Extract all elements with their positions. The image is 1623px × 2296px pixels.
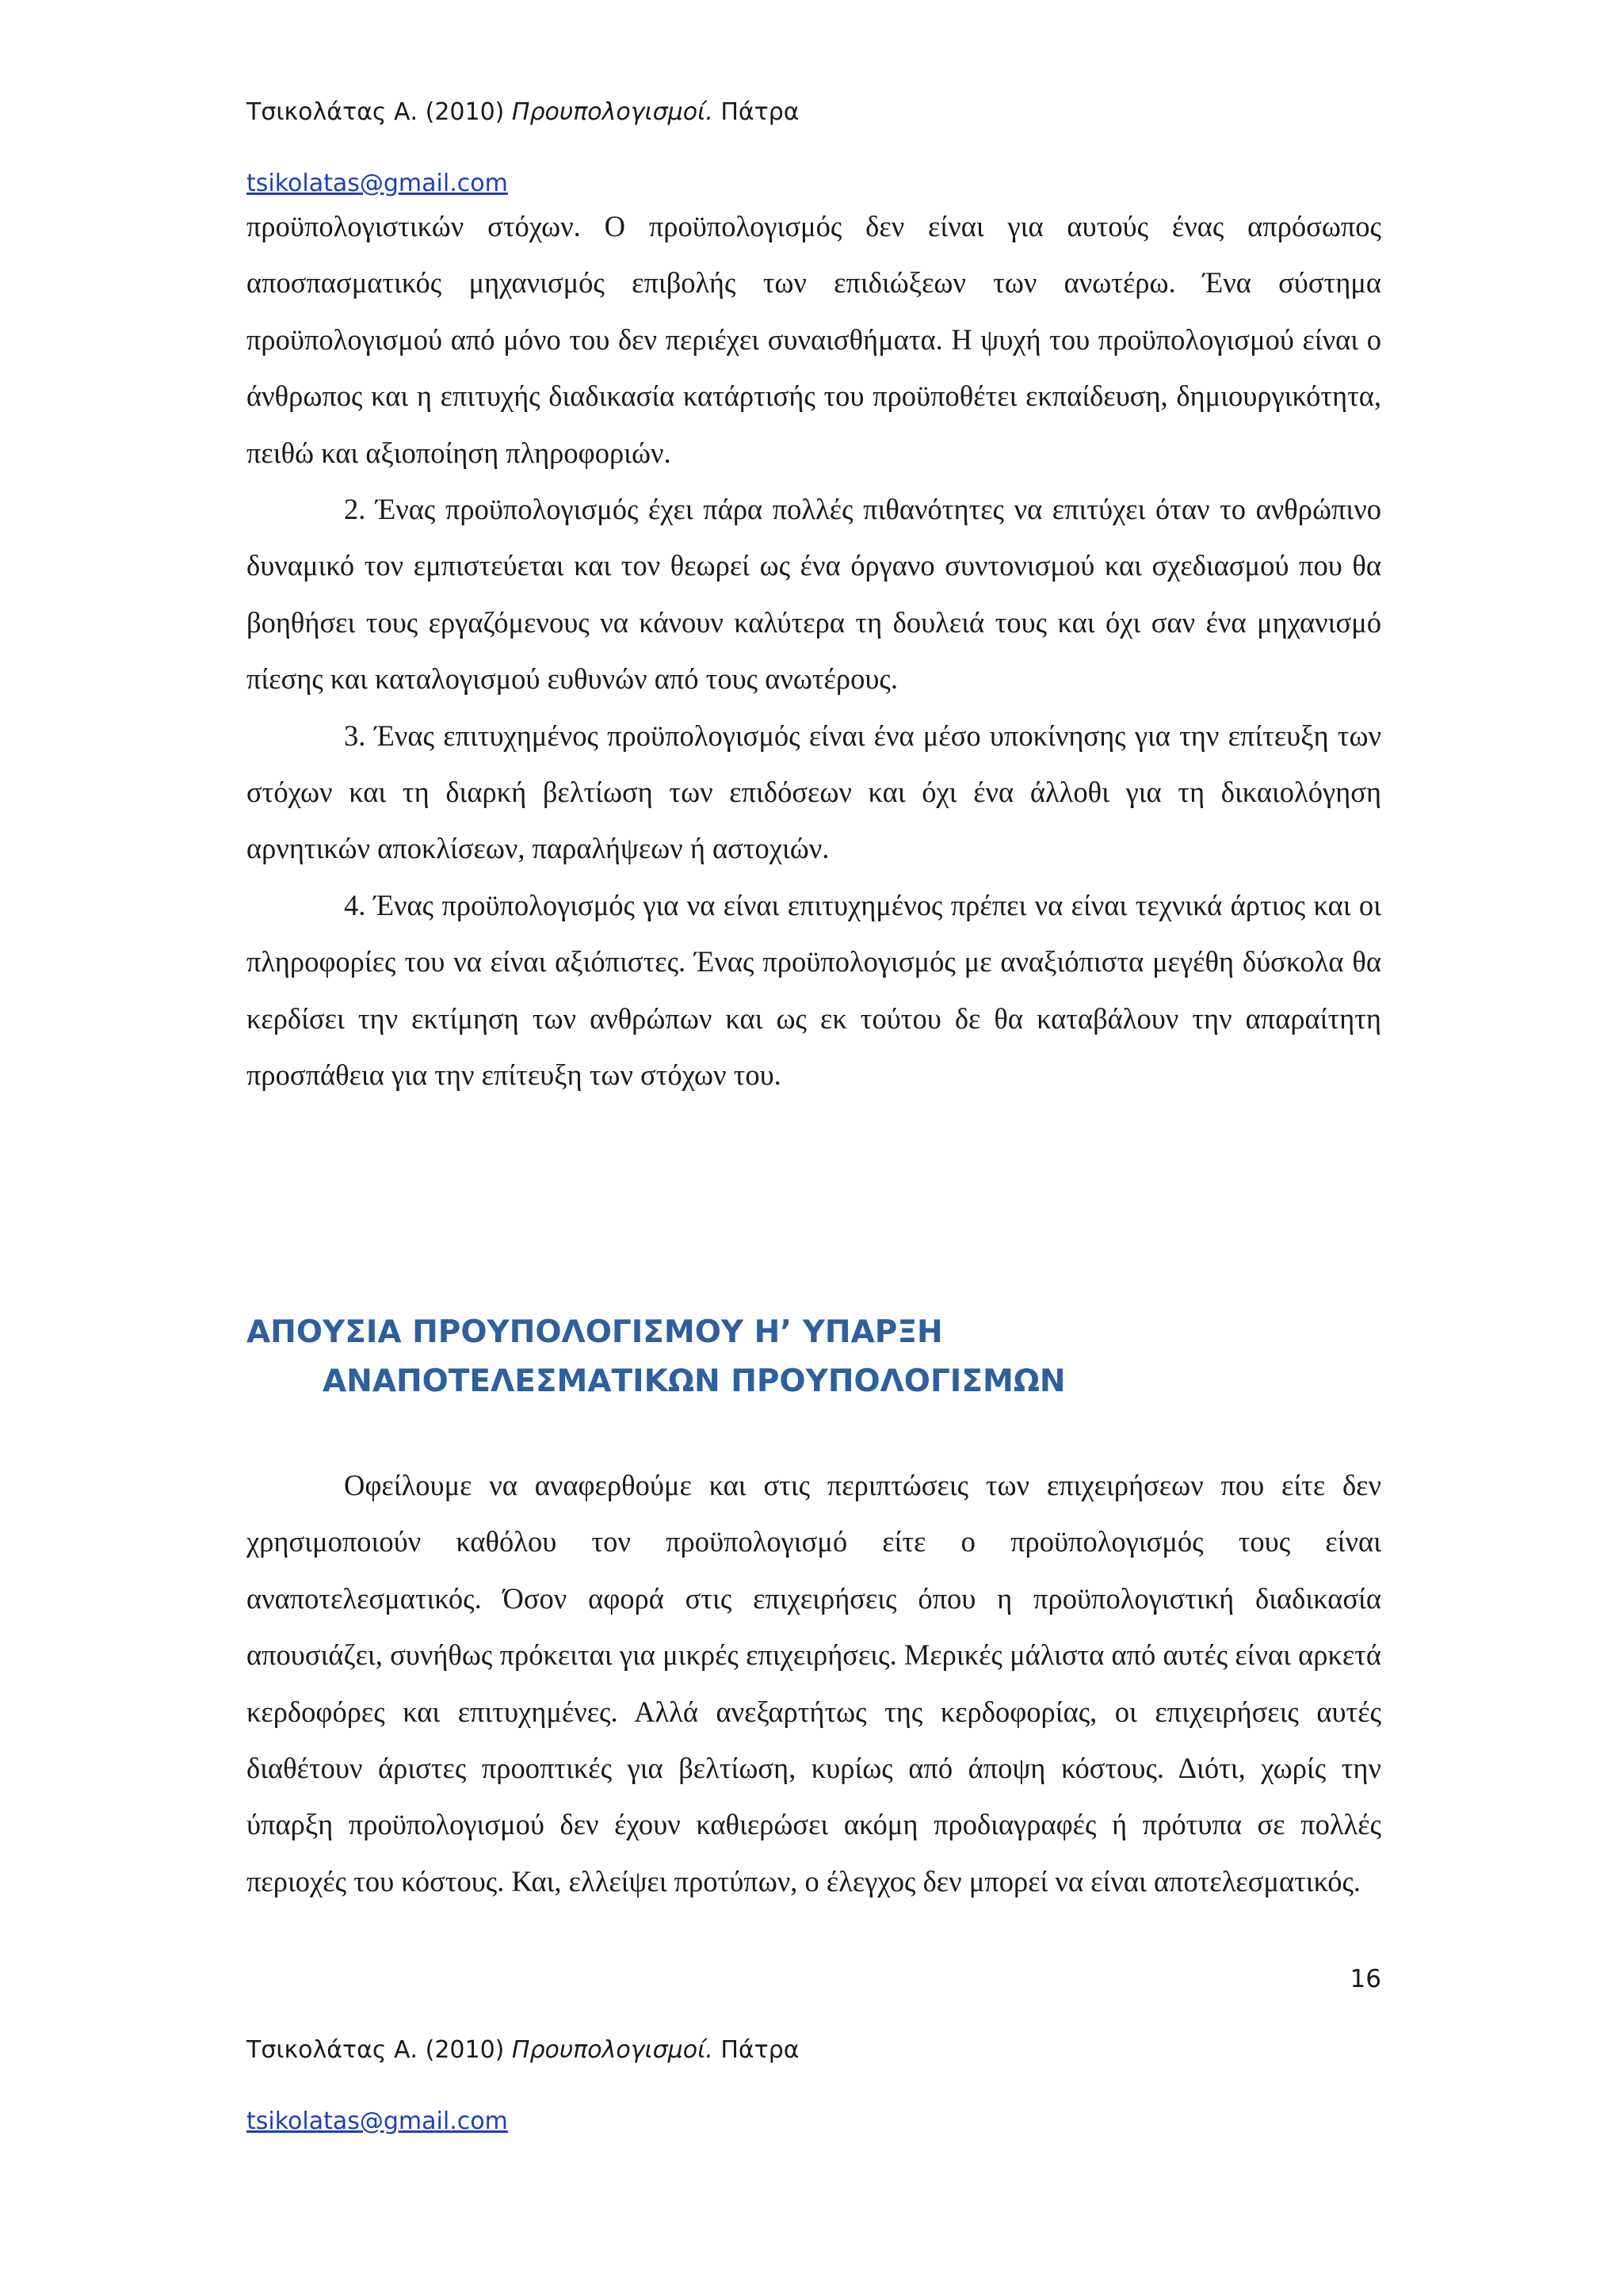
header-title: Προυπολογισμοί. <box>511 98 713 126</box>
paragraph-point-4: 4. Ένας προϋπολογισμός για να είναι επιτυχημένος πρέπει να είναι τεχνικά άρτιος και οι πληροφορίες του να είναι αξιόπιστες. Ένας προϋπολογισμός με αναξιόπιστα μεγέθη δύσκολα θα κερδίσει την εκτίμηση των ανθρώπων και ως εκ τούτου δε θα καταβάλουν την απαραίτητη προσπάθεια για την επίτευξη των στόχων του. <box>246 888 1381 1092</box>
footer-author: Τσικολάτας Α. (2010) <box>246 2036 512 2064</box>
footer-city: Πάτρα <box>712 2036 800 2064</box>
paragraph-absence-of-budget: Οφείλουμε να αναφερθούμε και στις περιπτώσεις των επιχειρήσεων που είτε δεν χρησιμοποιούν καθόλου τον προϋπολογισμό είτε ο προϋπολογισμός τους είναι αναποτελεσματικός. Όσον αφορά στις επιχειρήσεις όπου η προϋπολογιστική διαδικασία απουσιάζει, συνήθως πρόκειται για μικρές επιχειρήσεις. Μερικές μάλιστα από αυτές είναι αρκετά κερδοφόρες και επιτυχημένες. Αλλά ανεξαρτήτως της κερδοφορίας, οι επιχειρήσεις αυτές διαθέτουν άριστες προοπτικές για βελτίωση, κυρίως από άποψη κόστους. Διότι, χωρίς την ύπαρξη προϋπολογισμού δεν έχουν καθιερώσει ακόμη προδιαγραφές ή πρότυπα σε πολλές περιοχές του κόστους. Και, ελλείψει προτύπων, ο έλεγχος δεν μπορεί να είναι αποτελεσματικός. <box>246 1469 1381 1897</box>
section-heading-line-2: ΑΝΑΠΟΤΕΛΕΣΜΑΤΙΚΩΝ ΠΡΟΥΠΟΛΟΓΙΣΜΩΝ <box>323 1363 1066 1399</box>
paragraph-continuation: προϋπολογιστικών στόχων. Ο προϋπολογισμός δεν είναι για αυτούς ένας απρόσωπος αποσπασματικός μηχανισμός επιβολής των επιδιώξεων των ανωτέρω. Ένα σύστημα προϋπολογισμού από μόνο του δεν περιέχει συναισθήματα. Η ψυχή του προϋπολογισμού είναι ο άνθρωπος και η επιτυχής διαδικασία κατάρτισής του προϋποθέτει εκπαίδευση, δημιουργικότητα, πειθώ και αξιοποίηση πληροφοριών. <box>246 210 1381 469</box>
header-city: Πάτρα <box>712 98 800 126</box>
header-email-link[interactable]: tsikolatas@gmail.com <box>246 170 508 197</box>
section-heading <box>246 1308 1381 1406</box>
body-text-bottom <box>246 1457 1381 1909</box>
page-number: 16 <box>1350 1965 1381 1993</box>
footer-email-link[interactable]: tsikolatas@gmail.com <box>246 2107 508 2135</box>
running-header-top <box>246 97 800 128</box>
paragraph-point-3: 3. Ένας επιτυχημένος προϋπολογισμός είναι ένα μέσο υποκίνησης για την επίτευξη των στόχων και τη διαρκή βελτίωση των επιδόσεων και όχι ένα άλλοθι για τη δικαιολόγηση αρνητικών αποκλίσεων, παραλήψεων ή αστοχιών. <box>246 719 1381 865</box>
paragraph-point-2: 2. Ένας προϋπολογισμός έχει πάρα πολλές πιθανότητες να επιτύχει όταν το ανθρώπινο δυναμικό τον εμπιστεύεται και τον θεωρεί ως ένα όργανο συντονισμού και σχεδιασμού που θα βοηθήσει τους εργαζόμενους να κάνουν καλύτερα τη δουλειά τους και όχι σαν ένα μηχανισμό πίεσης και καταλογισμού ευθυνών από τους ανωτέρους. <box>246 493 1381 696</box>
body-text-top <box>246 198 1381 1104</box>
header-author: Τσικολάτας Α. (2010) <box>246 98 512 126</box>
running-header-bottom <box>246 2035 800 2066</box>
footer-title: Προυπολογισμοί. <box>511 2036 713 2064</box>
section-heading-line-1: ΑΠΟΥΣΙΑ ΠΡΟΥΠΟΛΟΓΙΣΜΟΥ Η’ ΥΠΑΡΞΗ <box>246 1314 943 1350</box>
